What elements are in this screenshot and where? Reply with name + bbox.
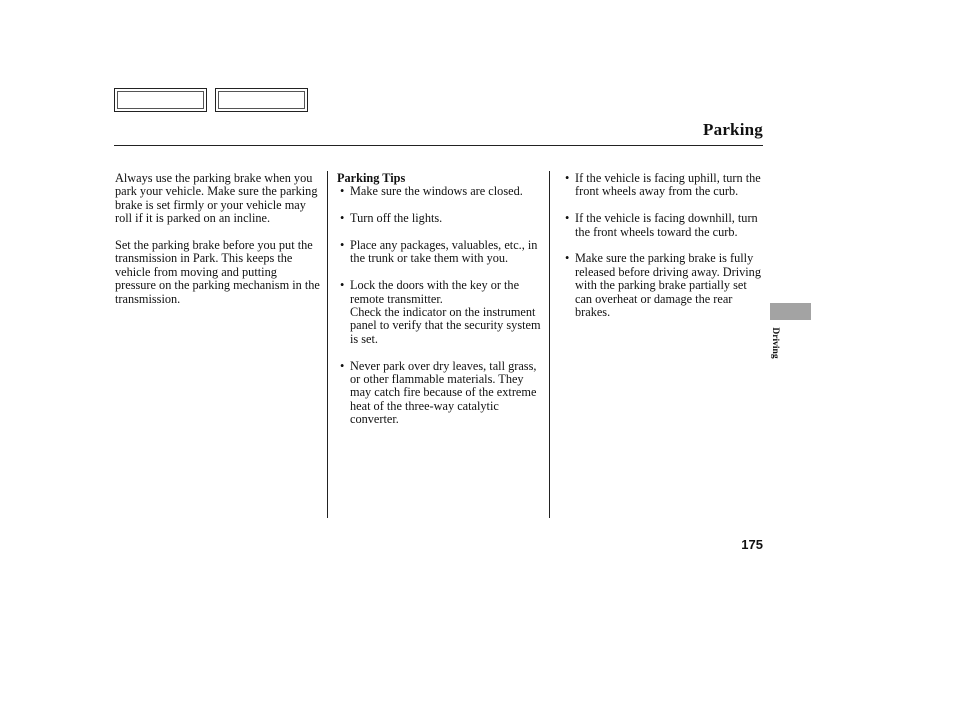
page-title: Parking [703, 120, 763, 139]
column-parking-tips [337, 172, 547, 440]
list-item-text: Make sure the parking brake is fully released before driving away. Driving with the parking brake partially set can overheat or damage the rear brakes. [575, 251, 761, 320]
section-tab-marker[interactable] [770, 303, 811, 320]
column-intro [115, 172, 320, 319]
list-item [337, 239, 547, 266]
page-number: 175 [741, 537, 763, 552]
column-divider [327, 171, 328, 518]
slope-tips-list [562, 172, 762, 319]
list-item-text: If the vehicle is facing uphill, turn the front wheels away from the curb. [575, 171, 761, 199]
nav-button-index[interactable] [215, 88, 308, 112]
nav-button-contents[interactable] [114, 88, 207, 112]
section-tab-label: Driving [770, 327, 780, 359]
parking-tips-heading: Parking Tips [337, 171, 406, 185]
list-item-text: Make sure the windows are closed. [350, 184, 523, 199]
list-item-text: Lock the doors with the key or the remote transmitter. [350, 278, 520, 306]
intro-paragraph-2: Set the parking brake before you put the transmission in Park. This keeps the vehicle from moving and putting pressure on the parking mechanism in the transmission. [115, 238, 320, 306]
list-item-text: If the vehicle is facing downhill, turn the front wheels toward the curb. [575, 211, 758, 239]
list-item [562, 172, 762, 199]
list-item-text: Place any packages, valuables, etc., in the trunk or take them with you. [350, 238, 538, 266]
title-rule [114, 145, 763, 146]
list-item [337, 185, 547, 198]
list-item [562, 252, 762, 319]
list-item [562, 212, 762, 239]
list-item [337, 212, 547, 225]
list-item [337, 360, 547, 427]
list-item-text: Turn off the lights. [350, 211, 443, 226]
list-item-text: Never park over dry leaves, tall grass, or other flammable materials. They may catch fire because of the extreme heat of the three-way catalytic converter. [350, 358, 537, 427]
column-divider [549, 171, 550, 518]
intro-paragraph-1: Always use the parking brake when you park your vehicle. Make sure the parking brake is set firmly or your vehicle may roll if it is parked on an incline. [115, 171, 318, 226]
list-item-continuation: Check the indicator on the instrument panel to verify that the security system is set. [350, 305, 541, 346]
column-slope-tips [562, 172, 762, 333]
list-item [337, 279, 547, 346]
parking-tips-list [337, 185, 547, 426]
